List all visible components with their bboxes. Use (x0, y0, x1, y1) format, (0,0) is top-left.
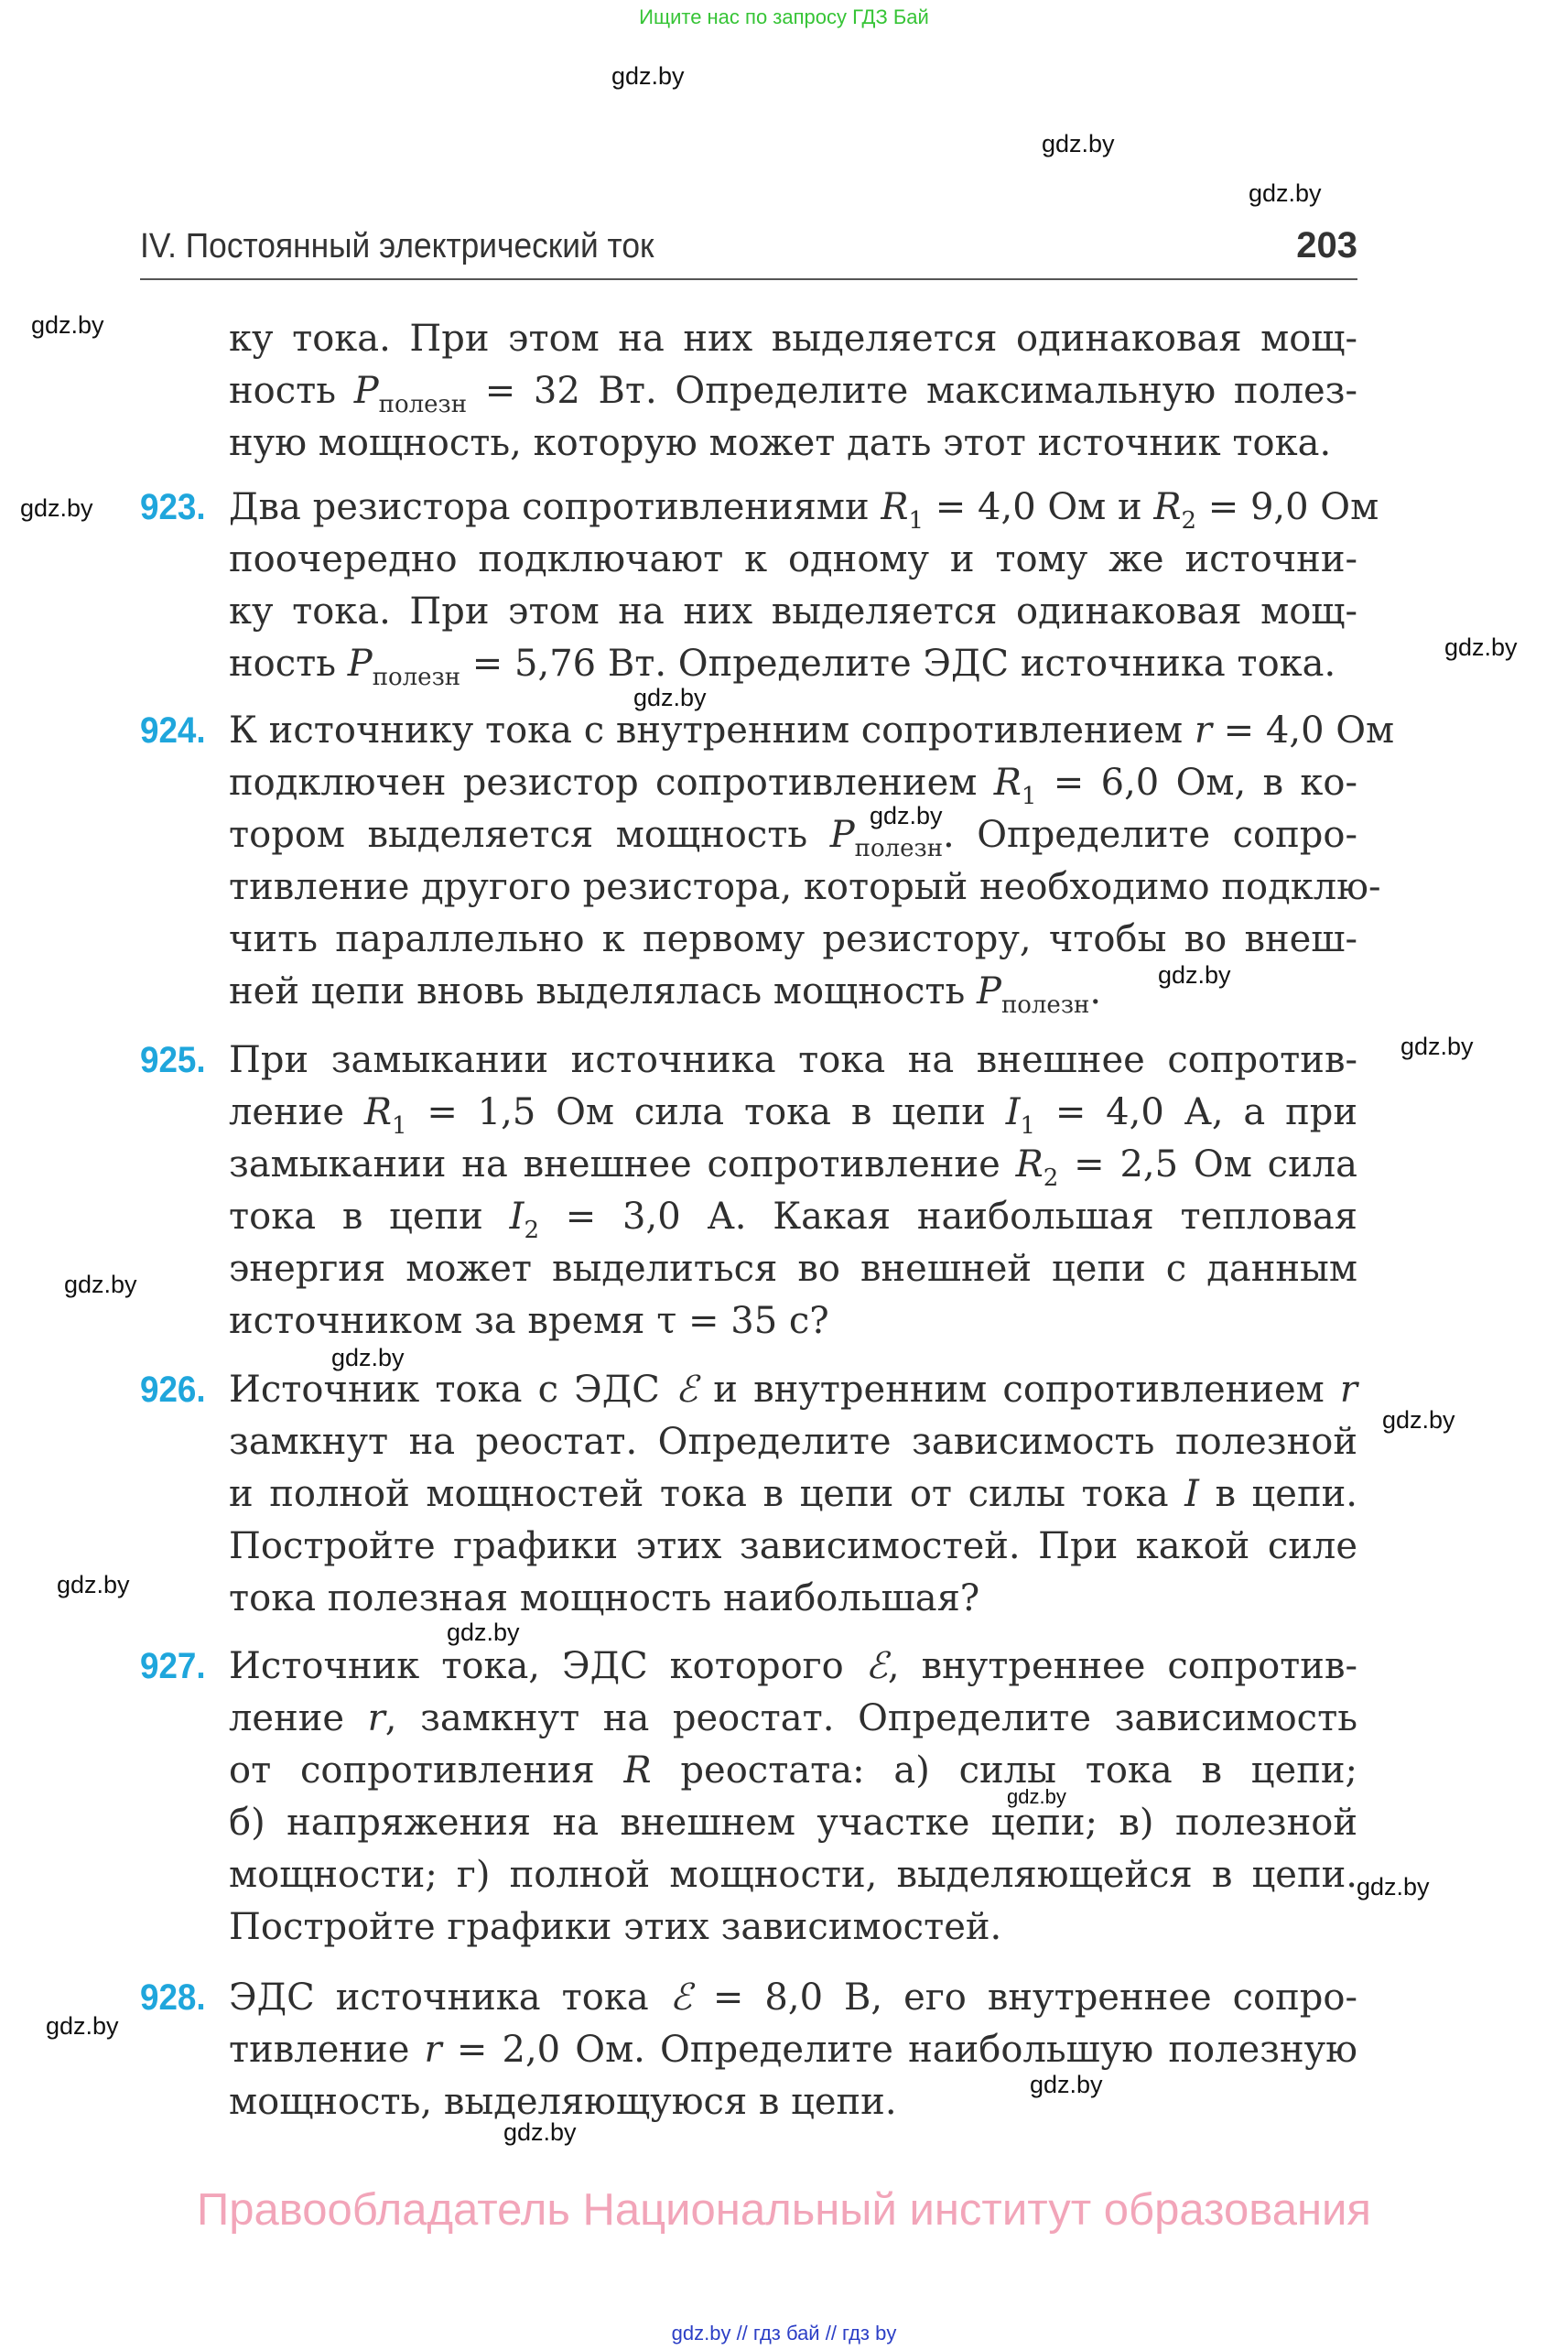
watermark: gdz.by (20, 494, 93, 522)
header-divider (140, 278, 1357, 280)
watermark: gdz.by (447, 1619, 520, 1646)
watermark: gdz.by (331, 1344, 405, 1371)
text-line: чить параллельно к первому резистору, чтобы во внеш- (229, 918, 1357, 960)
emf-symbol: ℰ (669, 1976, 692, 2019)
text-line: ность $P_{полезн} = 5,76$ Вт. Определите ЭДС источника тока. (229, 643, 1336, 691)
text-line: и полной мощностей тока в цепи от силы тока I в цепи. (229, 1473, 1357, 1515)
text-line: ку тока. При этом на них выделяется одинаковая мощ- (229, 590, 1357, 633)
problem-number: 926. (140, 1370, 206, 1410)
watermark: gdz.by (57, 1571, 130, 1598)
text-line: Постройте графики этих зависимостей. При какой силе (229, 1525, 1357, 1567)
text-line: от сопротивления R реостата: а) силы тока в цепи; (229, 1749, 1357, 1792)
text-line: Постройте графики этих зависимостей. (229, 1906, 1002, 1948)
running-head: IV. Постоянный электрический ток (140, 227, 654, 265)
text-line: б) напряжения на внешнем участке цепи; в) полезной (229, 1802, 1357, 1844)
emf-symbol: ℰ (675, 1369, 698, 1411)
text-line: мощность, выделяющуюся в цепи. (229, 2081, 897, 2123)
text-line: поочередно подключают к одному и тому же источни- (229, 538, 1357, 580)
text-line: мощности; г) полной мощности, выделяющейся в цепи. (229, 1854, 1357, 1896)
watermark: gdz.by (633, 684, 707, 711)
top-banner-link[interactable]: Ищите нас по запросу ГДЗ Бай (639, 5, 929, 28)
watermark: gdz.by (611, 62, 685, 90)
text-line: ление $R_1 = 1,5$ Ом сила тока в цепи $I_1 = 4,0$ А, а при (229, 1091, 1357, 1140)
text-line: ление r, замкнут на реостат. Определите зависимость (229, 1697, 1357, 1739)
watermark: gdz.by (1042, 130, 1115, 157)
emf-symbol: ℰ (865, 1645, 888, 1687)
watermark: gdz.by (1357, 1873, 1430, 1901)
watermark: gdz.by (1249, 179, 1322, 207)
text-line: ней цепи вновь выделялась мощность $P_{полезн}$. (229, 970, 1102, 1019)
text-line: При замыкании источника тока на внешнее сопротив- (229, 1039, 1357, 1081)
text-line: Источник тока, ЭДС которого ℰ, внутреннее сопротив- (229, 1645, 1357, 1687)
text-line: тором выделяется мощность $P_{полезн}$. Определите сопро- (229, 814, 1358, 862)
watermark: gdz.by (31, 311, 104, 339)
text-line: тока полезная мощность наибольшая? (229, 1577, 980, 1619)
page-number: 203 (1296, 225, 1357, 265)
text-line: тивление r = 2,0 Ом. Определите наибольшую полезную (229, 2029, 1357, 2071)
watermark: gdz.by (1444, 634, 1518, 661)
problem-number: 924. (140, 710, 206, 751)
text-line: замыкании на внешнее сопротивление $R_2 = 2,5$ Ом сила (229, 1143, 1357, 1192)
text-line: Источник тока с ЭДС ℰ и внутренним сопротивлением r (229, 1369, 1357, 1411)
watermark: gdz.by (46, 2012, 119, 2040)
text-line: К источнику тока с внутренним сопротивлением r = 4,0 Ом (229, 709, 1395, 752)
footer-copyright: Правообладатель Национальный институт образования (197, 2185, 1371, 2235)
problem-number: 925. (140, 1040, 206, 1080)
text-line: замкнут на реостат. Определите зависимость полезной (229, 1421, 1357, 1463)
text-line: ЭДС источника тока ℰ = 8,0 В, его внутреннее сопро- (229, 1976, 1357, 2019)
footer-links[interactable]: gdz.by // гдз бай // гдз by (671, 2322, 897, 2345)
problem-number: 927. (140, 1646, 206, 1686)
problem-number: 923. (140, 487, 206, 527)
text-line: подключен резистор сопротивлением $R_1 = 6,0$ Ом, в ко- (229, 762, 1358, 810)
watermark: gdz.by (870, 802, 943, 829)
text-line: энергия может выделиться во внешней цепи с данным (229, 1248, 1357, 1290)
problem-number: 928. (140, 1977, 206, 2018)
watermark: gdz.by (1382, 1406, 1455, 1434)
watermark: gdz.by (1400, 1033, 1474, 1060)
watermark: gdz.by (64, 1271, 137, 1298)
text-line: Два резистора сопротивлениями $R_1 = 4,0$ Ом и $R_2 = 9,0$ Ом (229, 486, 1379, 535)
watermark: gdz.by (1007, 1785, 1066, 1808)
text-line: ку тока. При этом на них выделяется одинаковая мощ- (229, 318, 1357, 360)
watermark: gdz.by (1158, 961, 1231, 989)
text-line: ную мощность, которую может дать этот источник тока. (229, 422, 1332, 464)
text-line: ность $P_{полезн} = 32$ Вт. Определите максимальную полез- (229, 370, 1357, 418)
watermark: gdz.by (1030, 2071, 1103, 2098)
text-line: источником за время τ = 35 с? (229, 1300, 829, 1342)
text-line: тока в цепи $I_2 = 3,0$ А. Какая наибольшая тепловая (229, 1196, 1358, 1244)
watermark: gdz.by (503, 2118, 577, 2146)
text-line: тивление другого резистора, который необходимо подклю- (229, 866, 1381, 908)
